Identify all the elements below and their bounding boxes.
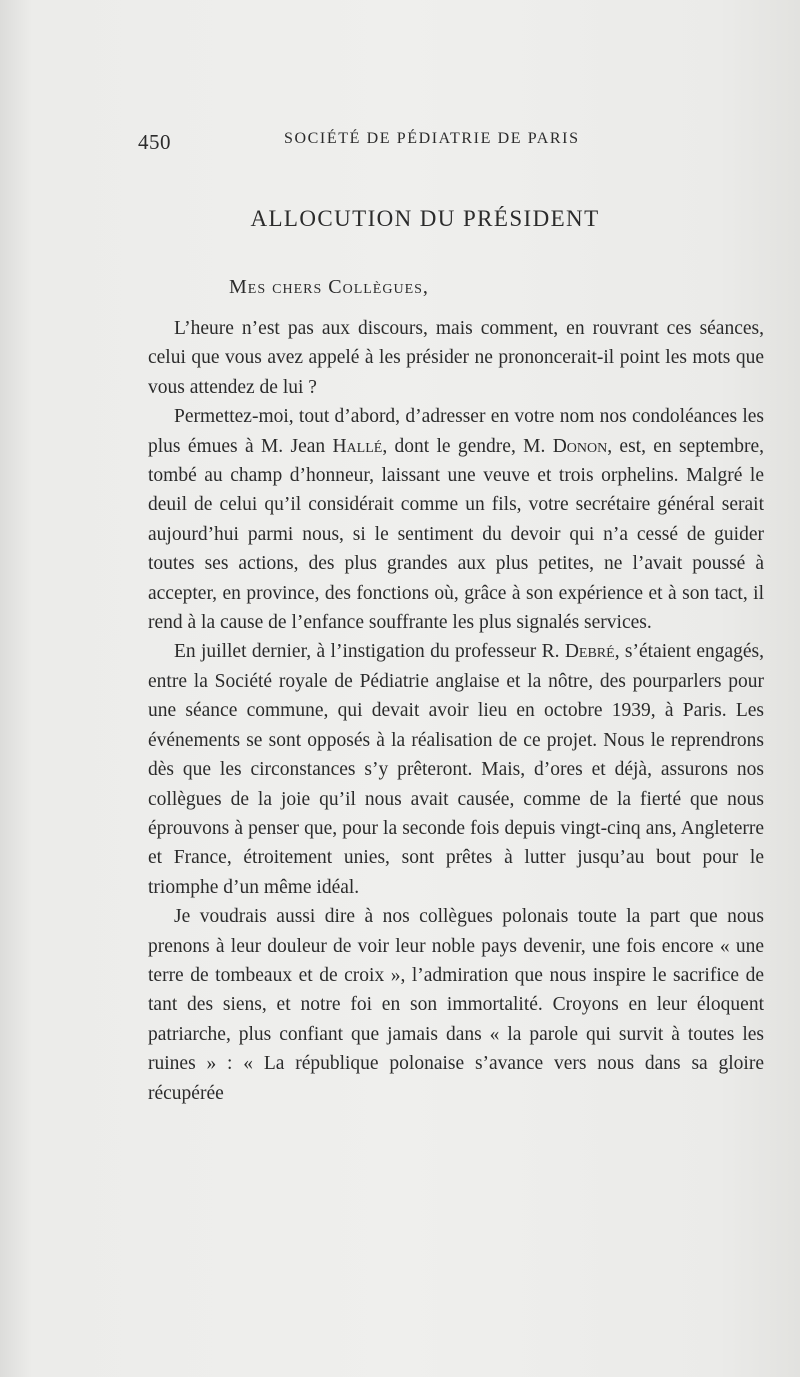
running-header	[138, 128, 778, 158]
paragraph-2-text-b: , dont le gendre, M.	[382, 435, 553, 457]
salutation: Mes chers Collègues,	[229, 276, 429, 298]
paragraph-3-text-a: En juillet dernier, à l’instigation du professeur R.	[174, 641, 565, 663]
paragraph-3-text-b: , s’étaient engagés, entre la Société royale de Pédiatrie anglaise et la nôtre, des pourparlers pour une séance commune, qui devait avoir lieu en octobre 1939, à Paris. Les événements se sont opposés à la réalisation de ce projet. Nous le reprendrons dès que les circonstances s’y prêteront. Mais, d’ores et déjà, assurons nos collègues de la joie qu’il nous avait causée, comme de la fierté que nous éprouvons à penser que, pour la seconde fois depuis vingt-cinq ans, Angleterre et France, étroitement unies, sont prêtes à lutter jusqu’au bout pour le triomphe d’un même idéal.	[148, 641, 765, 898]
page-number: 450	[138, 130, 171, 154]
paragraph-4: Je voudrais aussi dire à nos collègues polonais toute la part que nous prenons à leur douleur de voir leur noble pays devenir, une fois encore « une terre de tombeaux et de croix », l’admiration que nous inspire le sacrifice de tant des siens, et notre foi en son immortalité. Croyons en leur éloquent patriarche, plus confiant que jamais dans « la parole qui survit à toutes les ruines » : « La république polonaise s’avance vers nous dans sa gloire récupérée	[148, 906, 764, 1104]
person-name-donon: Donon	[552, 435, 608, 457]
person-name-halle: Hallé	[332, 435, 383, 457]
section-title: ALLOCUTION DU PRÉSIDENT	[250, 206, 600, 231]
body-text	[148, 314, 764, 1108]
paragraph-3	[148, 637, 764, 902]
journal-title: SOCIÉTÉ DE PÉDIATRIE DE PARIS	[284, 130, 580, 147]
paragraph-1: L’heure n’est pas aux discours, mais comment, en rouvrant ces séances, celui que vous avez appelé à les présider ne prononcerait-il point les mots que vous attendez de lui ?	[148, 318, 764, 398]
person-name-debre: Debré	[564, 641, 615, 663]
paragraph-2-text-c: , est, en septembre, tombé au champ d’honneur, laissant une veuve et trois orphelins. Malgré le deuil de celui qu’il considérait comme un fils, votre secrétaire général serait aujourd’hui parmi nous, si le sentiment du devoir qui n’a cessé de guider toutes ses actions, des plus grandes aux plus petites, ne l’avait poussé à accepter, en province, des fonctions où, grâce à son expérience et à son tact, il rend à la cause de l’enfance souffrante les plus signalés services.	[148, 435, 765, 634]
paragraph-2-text-a: Permettez-moi, tout d’abord, d’adresser en votre nom nos condoléances les plus émues à M. Jean	[148, 406, 764, 457]
paragraph-2	[148, 402, 764, 637]
